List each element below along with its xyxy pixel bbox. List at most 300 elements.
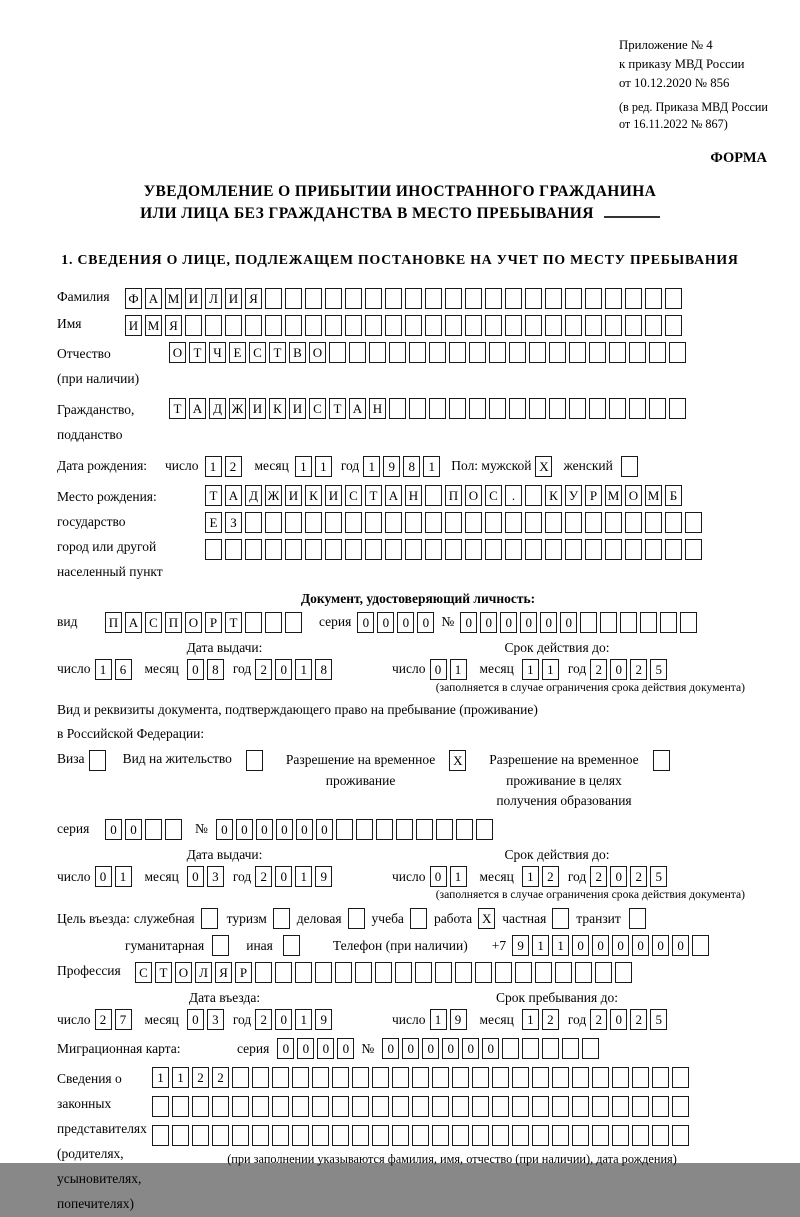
char-cell[interactable]: 1 <box>363 456 380 477</box>
char-cell[interactable] <box>449 342 466 363</box>
char-cell[interactable] <box>305 315 322 336</box>
char-cell[interactable] <box>255 962 272 983</box>
char-cell[interactable] <box>355 962 372 983</box>
char-cell[interactable] <box>385 512 402 533</box>
char-cell[interactable] <box>489 342 506 363</box>
char-cell[interactable] <box>532 1067 549 1088</box>
char-cell[interactable]: 3 <box>207 866 224 887</box>
char-cell[interactable] <box>265 612 282 633</box>
char-cell[interactable] <box>549 342 566 363</box>
char-cell[interactable] <box>652 1067 669 1088</box>
char-cell[interactable] <box>445 512 462 533</box>
char-cell[interactable]: Т <box>155 962 172 983</box>
char-cell[interactable]: 0 <box>187 866 204 887</box>
char-cell[interactable]: 0 <box>236 819 253 840</box>
char-cell[interactable] <box>232 1067 249 1088</box>
char-cell[interactable] <box>645 288 662 309</box>
char-cell[interactable] <box>525 539 542 560</box>
char-cell[interactable] <box>542 1038 559 1059</box>
char-cell[interactable]: 2 <box>630 659 647 680</box>
char-cell[interactable] <box>305 512 322 533</box>
char-cell[interactable]: П <box>105 612 122 633</box>
char-cell[interactable]: 7 <box>115 1009 132 1030</box>
char-cell[interactable] <box>665 288 682 309</box>
char-cell[interactable] <box>405 539 422 560</box>
char-cell[interactable] <box>273 908 290 929</box>
char-cell[interactable]: И <box>185 288 202 309</box>
char-cell[interactable] <box>632 1067 649 1088</box>
char-cell[interactable]: 2 <box>590 866 607 887</box>
char-cell[interactable]: И <box>285 485 302 506</box>
char-cell[interactable] <box>452 1125 469 1146</box>
char-cell[interactable] <box>245 539 262 560</box>
char-cell[interactable]: 0 <box>482 1038 499 1059</box>
char-cell[interactable]: X <box>478 908 495 929</box>
char-cell[interactable]: Ф <box>125 288 142 309</box>
char-cell[interactable]: 9 <box>450 1009 467 1030</box>
char-cell[interactable]: Л <box>195 962 212 983</box>
char-cell[interactable] <box>575 962 592 983</box>
char-cell[interactable] <box>485 512 502 533</box>
char-cell[interactable] <box>305 539 322 560</box>
char-cell[interactable] <box>352 1125 369 1146</box>
char-cell[interactable] <box>312 1125 329 1146</box>
char-cell[interactable]: Ч <box>209 342 226 363</box>
char-cell[interactable]: 1 <box>450 659 467 680</box>
char-cell[interactable] <box>292 1067 309 1088</box>
char-cell[interactable]: 0 <box>382 1038 399 1059</box>
char-cell[interactable] <box>625 539 642 560</box>
char-cell[interactable] <box>425 539 442 560</box>
char-cell[interactable]: И <box>225 288 242 309</box>
char-cell[interactable] <box>502 1038 519 1059</box>
char-cell[interactable]: Т <box>365 485 382 506</box>
char-cell[interactable]: Д <box>209 398 226 419</box>
char-cell[interactable] <box>152 1125 169 1146</box>
char-cell[interactable] <box>565 288 582 309</box>
char-cell[interactable] <box>529 398 546 419</box>
char-cell[interactable]: С <box>309 398 326 419</box>
char-cell[interactable]: О <box>465 485 482 506</box>
char-cell[interactable]: 0 <box>442 1038 459 1059</box>
char-cell[interactable] <box>412 1067 429 1088</box>
char-cell[interactable]: С <box>345 485 362 506</box>
char-cell[interactable]: 0 <box>430 866 447 887</box>
char-cell[interactable] <box>665 539 682 560</box>
char-cell[interactable] <box>692 935 709 956</box>
char-cell[interactable]: 0 <box>296 819 313 840</box>
char-cell[interactable] <box>629 908 646 929</box>
char-cell[interactable] <box>376 819 393 840</box>
char-cell[interactable] <box>365 288 382 309</box>
char-cell[interactable] <box>345 315 362 336</box>
char-cell[interactable] <box>432 1096 449 1117</box>
char-cell[interactable] <box>640 612 657 633</box>
char-cell[interactable] <box>485 539 502 560</box>
char-cell[interactable] <box>600 612 617 633</box>
char-cell[interactable] <box>425 485 442 506</box>
char-cell[interactable]: Р <box>235 962 252 983</box>
char-cell[interactable]: 1 <box>430 1009 447 1030</box>
char-cell[interactable] <box>275 962 292 983</box>
char-cell[interactable]: 2 <box>630 866 647 887</box>
char-cell[interactable] <box>472 1096 489 1117</box>
char-cell[interactable] <box>485 315 502 336</box>
char-cell[interactable]: 1 <box>115 866 132 887</box>
char-cell[interactable]: У <box>565 485 582 506</box>
char-cell[interactable] <box>605 512 622 533</box>
char-cell[interactable] <box>445 315 462 336</box>
char-cell[interactable] <box>592 1125 609 1146</box>
char-cell[interactable]: 1 <box>522 659 539 680</box>
char-cell[interactable] <box>352 1096 369 1117</box>
char-cell[interactable]: 1 <box>95 659 112 680</box>
char-cell[interactable] <box>285 539 302 560</box>
char-cell[interactable]: 0 <box>357 612 374 633</box>
char-cell[interactable] <box>283 935 300 956</box>
char-cell[interactable] <box>649 398 666 419</box>
char-cell[interactable] <box>532 1096 549 1117</box>
char-cell[interactable]: 0 <box>632 935 649 956</box>
char-cell[interactable]: К <box>269 398 286 419</box>
char-cell[interactable] <box>685 539 702 560</box>
char-cell[interactable]: 2 <box>542 866 559 887</box>
char-cell[interactable] <box>605 288 622 309</box>
char-cell[interactable] <box>652 1125 669 1146</box>
char-cell[interactable] <box>449 398 466 419</box>
char-cell[interactable] <box>152 1096 169 1117</box>
char-cell[interactable]: Н <box>369 398 386 419</box>
char-cell[interactable]: 2 <box>630 1009 647 1030</box>
char-cell[interactable] <box>595 962 612 983</box>
char-cell[interactable]: Я <box>215 962 232 983</box>
char-cell[interactable]: 9 <box>512 935 529 956</box>
char-cell[interactable]: 1 <box>295 659 312 680</box>
char-cell[interactable] <box>485 288 502 309</box>
char-cell[interactable] <box>645 539 662 560</box>
char-cell[interactable]: 2 <box>542 1009 559 1030</box>
char-cell[interactable] <box>625 512 642 533</box>
char-cell[interactable] <box>395 962 412 983</box>
char-cell[interactable]: 1 <box>522 1009 539 1030</box>
char-cell[interactable]: 0 <box>125 819 142 840</box>
char-cell[interactable] <box>585 288 602 309</box>
char-cell[interactable] <box>665 315 682 336</box>
char-cell[interactable] <box>415 962 432 983</box>
char-cell[interactable] <box>365 512 382 533</box>
char-cell[interactable] <box>201 908 218 929</box>
char-cell[interactable] <box>392 1125 409 1146</box>
char-cell[interactable] <box>409 398 426 419</box>
char-cell[interactable]: 0 <box>612 935 629 956</box>
char-cell[interactable] <box>565 315 582 336</box>
char-cell[interactable] <box>445 288 462 309</box>
char-cell[interactable] <box>592 1067 609 1088</box>
char-cell[interactable] <box>265 315 282 336</box>
char-cell[interactable] <box>252 1067 269 1088</box>
char-cell[interactable] <box>432 1125 449 1146</box>
char-cell[interactable] <box>495 962 512 983</box>
char-cell[interactable]: 2 <box>212 1067 229 1088</box>
char-cell[interactable]: 0 <box>610 659 627 680</box>
char-cell[interactable] <box>605 315 622 336</box>
char-cell[interactable]: 9 <box>315 1009 332 1030</box>
char-cell[interactable] <box>660 612 677 633</box>
char-cell[interactable] <box>475 962 492 983</box>
char-cell[interactable]: С <box>485 485 502 506</box>
char-cell[interactable]: М <box>145 315 162 336</box>
char-cell[interactable] <box>469 342 486 363</box>
char-cell[interactable] <box>545 539 562 560</box>
char-cell[interactable]: 0 <box>422 1038 439 1059</box>
char-cell[interactable] <box>629 342 646 363</box>
char-cell[interactable] <box>505 315 522 336</box>
char-cell[interactable] <box>348 908 365 929</box>
char-cell[interactable] <box>552 1096 569 1117</box>
char-cell[interactable]: 0 <box>500 612 517 633</box>
char-cell[interactable] <box>272 1067 289 1088</box>
char-cell[interactable]: 1 <box>172 1067 189 1088</box>
char-cell[interactable] <box>489 398 506 419</box>
char-cell[interactable] <box>645 512 662 533</box>
char-cell[interactable] <box>372 1125 389 1146</box>
char-cell[interactable]: О <box>175 962 192 983</box>
char-cell[interactable]: 0 <box>540 612 557 633</box>
char-cell[interactable] <box>625 315 642 336</box>
char-cell[interactable]: 1 <box>152 1067 169 1088</box>
char-cell[interactable]: 5 <box>650 1009 667 1030</box>
char-cell[interactable]: М <box>605 485 622 506</box>
char-cell[interactable] <box>562 1038 579 1059</box>
char-cell[interactable] <box>505 288 522 309</box>
char-cell[interactable] <box>89 750 106 771</box>
char-cell[interactable] <box>685 512 702 533</box>
char-cell[interactable] <box>621 456 638 477</box>
char-cell[interactable] <box>625 288 642 309</box>
char-cell[interactable] <box>212 1096 229 1117</box>
char-cell[interactable] <box>680 612 697 633</box>
char-cell[interactable]: 1 <box>295 1009 312 1030</box>
char-cell[interactable]: 3 <box>207 1009 224 1030</box>
char-cell[interactable]: X <box>535 456 552 477</box>
char-cell[interactable] <box>349 342 366 363</box>
char-cell[interactable] <box>585 512 602 533</box>
char-cell[interactable] <box>332 1125 349 1146</box>
char-cell[interactable] <box>452 1067 469 1088</box>
char-cell[interactable] <box>535 962 552 983</box>
char-cell[interactable] <box>345 512 362 533</box>
char-cell[interactable] <box>565 539 582 560</box>
char-cell[interactable] <box>312 1096 329 1117</box>
char-cell[interactable] <box>469 398 486 419</box>
char-cell[interactable]: О <box>625 485 642 506</box>
char-cell[interactable] <box>512 1067 529 1088</box>
char-cell[interactable]: 0 <box>187 659 204 680</box>
char-cell[interactable]: 0 <box>397 612 414 633</box>
char-cell[interactable] <box>352 1067 369 1088</box>
char-cell[interactable]: Б <box>665 485 682 506</box>
char-cell[interactable] <box>252 1125 269 1146</box>
char-cell[interactable] <box>365 539 382 560</box>
char-cell[interactable] <box>385 315 402 336</box>
char-cell[interactable] <box>435 962 452 983</box>
char-cell[interactable]: 0 <box>337 1038 354 1059</box>
char-cell[interactable] <box>405 288 422 309</box>
char-cell[interactable]: 2 <box>192 1067 209 1088</box>
char-cell[interactable] <box>609 342 626 363</box>
char-cell[interactable] <box>629 398 646 419</box>
char-cell[interactable] <box>432 1067 449 1088</box>
char-cell[interactable]: Т <box>205 485 222 506</box>
char-cell[interactable]: 0 <box>610 866 627 887</box>
char-cell[interactable] <box>580 612 597 633</box>
char-cell[interactable] <box>612 1096 629 1117</box>
char-cell[interactable]: Р <box>205 612 222 633</box>
char-cell[interactable]: Л <box>205 288 222 309</box>
char-cell[interactable]: 1 <box>542 659 559 680</box>
char-cell[interactable]: 0 <box>95 866 112 887</box>
char-cell[interactable] <box>345 539 362 560</box>
char-cell[interactable] <box>292 1125 309 1146</box>
char-cell[interactable] <box>225 539 242 560</box>
char-cell[interactable] <box>565 512 582 533</box>
char-cell[interactable]: З <box>225 512 242 533</box>
char-cell[interactable] <box>372 1096 389 1117</box>
char-cell[interactable]: 9 <box>383 456 400 477</box>
char-cell[interactable]: 1 <box>450 866 467 887</box>
char-cell[interactable] <box>232 1096 249 1117</box>
char-cell[interactable] <box>325 288 342 309</box>
char-cell[interactable] <box>315 962 332 983</box>
char-cell[interactable] <box>272 1125 289 1146</box>
char-cell[interactable] <box>212 1125 229 1146</box>
char-cell[interactable] <box>529 342 546 363</box>
char-cell[interactable]: 0 <box>377 612 394 633</box>
char-cell[interactable] <box>525 315 542 336</box>
char-cell[interactable] <box>592 1096 609 1117</box>
char-cell[interactable]: И <box>249 398 266 419</box>
char-cell[interactable] <box>385 288 402 309</box>
char-cell[interactable] <box>532 1125 549 1146</box>
char-cell[interactable] <box>632 1125 649 1146</box>
char-cell[interactable]: А <box>189 398 206 419</box>
char-cell[interactable] <box>365 315 382 336</box>
char-cell[interactable]: 1 <box>552 935 569 956</box>
char-cell[interactable]: 1 <box>205 456 222 477</box>
char-cell[interactable] <box>472 1067 489 1088</box>
char-cell[interactable] <box>392 1067 409 1088</box>
char-cell[interactable]: О <box>309 342 326 363</box>
char-cell[interactable]: 1 <box>295 456 312 477</box>
char-cell[interactable] <box>192 1096 209 1117</box>
char-cell[interactable]: 5 <box>650 659 667 680</box>
char-cell[interactable] <box>525 485 542 506</box>
char-cell[interactable]: 0 <box>402 1038 419 1059</box>
char-cell[interactable]: В <box>289 342 306 363</box>
char-cell[interactable] <box>476 819 493 840</box>
char-cell[interactable]: 0 <box>216 819 233 840</box>
char-cell[interactable] <box>385 539 402 560</box>
char-cell[interactable] <box>232 1125 249 1146</box>
char-cell[interactable] <box>192 1125 209 1146</box>
char-cell[interactable]: С <box>145 612 162 633</box>
char-cell[interactable] <box>465 315 482 336</box>
char-cell[interactable] <box>525 288 542 309</box>
char-cell[interactable] <box>632 1096 649 1117</box>
char-cell[interactable] <box>549 398 566 419</box>
char-cell[interactable] <box>375 962 392 983</box>
char-cell[interactable] <box>512 1096 529 1117</box>
char-cell[interactable]: М <box>645 485 662 506</box>
char-cell[interactable] <box>609 398 626 419</box>
char-cell[interactable]: Д <box>245 485 262 506</box>
char-cell[interactable] <box>605 539 622 560</box>
char-cell[interactable]: С <box>135 962 152 983</box>
char-cell[interactable]: А <box>385 485 402 506</box>
char-cell[interactable] <box>225 315 242 336</box>
char-cell[interactable] <box>505 512 522 533</box>
char-cell[interactable] <box>396 819 413 840</box>
char-cell[interactable]: 0 <box>672 935 689 956</box>
char-cell[interactable]: Р <box>585 485 602 506</box>
char-cell[interactable] <box>589 342 606 363</box>
char-cell[interactable] <box>336 819 353 840</box>
char-cell[interactable]: О <box>169 342 186 363</box>
char-cell[interactable]: П <box>445 485 462 506</box>
char-cell[interactable] <box>369 342 386 363</box>
char-cell[interactable] <box>295 962 312 983</box>
char-cell[interactable]: 0 <box>316 819 333 840</box>
char-cell[interactable]: Е <box>229 342 246 363</box>
char-cell[interactable] <box>552 1125 569 1146</box>
char-cell[interactable] <box>265 539 282 560</box>
char-cell[interactable]: 0 <box>276 819 293 840</box>
char-cell[interactable] <box>509 398 526 419</box>
char-cell[interactable] <box>452 1096 469 1117</box>
char-cell[interactable] <box>545 512 562 533</box>
char-cell[interactable] <box>165 819 182 840</box>
char-cell[interactable] <box>456 819 473 840</box>
char-cell[interactable]: 0 <box>105 819 122 840</box>
char-cell[interactable] <box>285 612 302 633</box>
char-cell[interactable]: 0 <box>460 612 477 633</box>
char-cell[interactable]: 0 <box>275 659 292 680</box>
char-cell[interactable]: Т <box>269 342 286 363</box>
char-cell[interactable]: 0 <box>560 612 577 633</box>
char-cell[interactable] <box>429 398 446 419</box>
char-cell[interactable] <box>425 315 442 336</box>
char-cell[interactable] <box>445 539 462 560</box>
char-cell[interactable] <box>552 908 569 929</box>
char-cell[interactable]: Т <box>169 398 186 419</box>
char-cell[interactable]: А <box>125 612 142 633</box>
char-cell[interactable] <box>325 512 342 533</box>
char-cell[interactable] <box>545 288 562 309</box>
char-cell[interactable]: Т <box>329 398 346 419</box>
char-cell[interactable]: 8 <box>403 456 420 477</box>
char-cell[interactable] <box>425 512 442 533</box>
char-cell[interactable]: 8 <box>207 659 224 680</box>
char-cell[interactable]: 1 <box>532 935 549 956</box>
char-cell[interactable]: 2 <box>590 1009 607 1030</box>
char-cell[interactable]: 0 <box>572 935 589 956</box>
char-cell[interactable]: К <box>545 485 562 506</box>
char-cell[interactable]: X <box>449 750 466 771</box>
char-cell[interactable]: 0 <box>275 866 292 887</box>
char-cell[interactable]: 0 <box>480 612 497 633</box>
char-cell[interactable] <box>285 315 302 336</box>
char-cell[interactable] <box>492 1096 509 1117</box>
